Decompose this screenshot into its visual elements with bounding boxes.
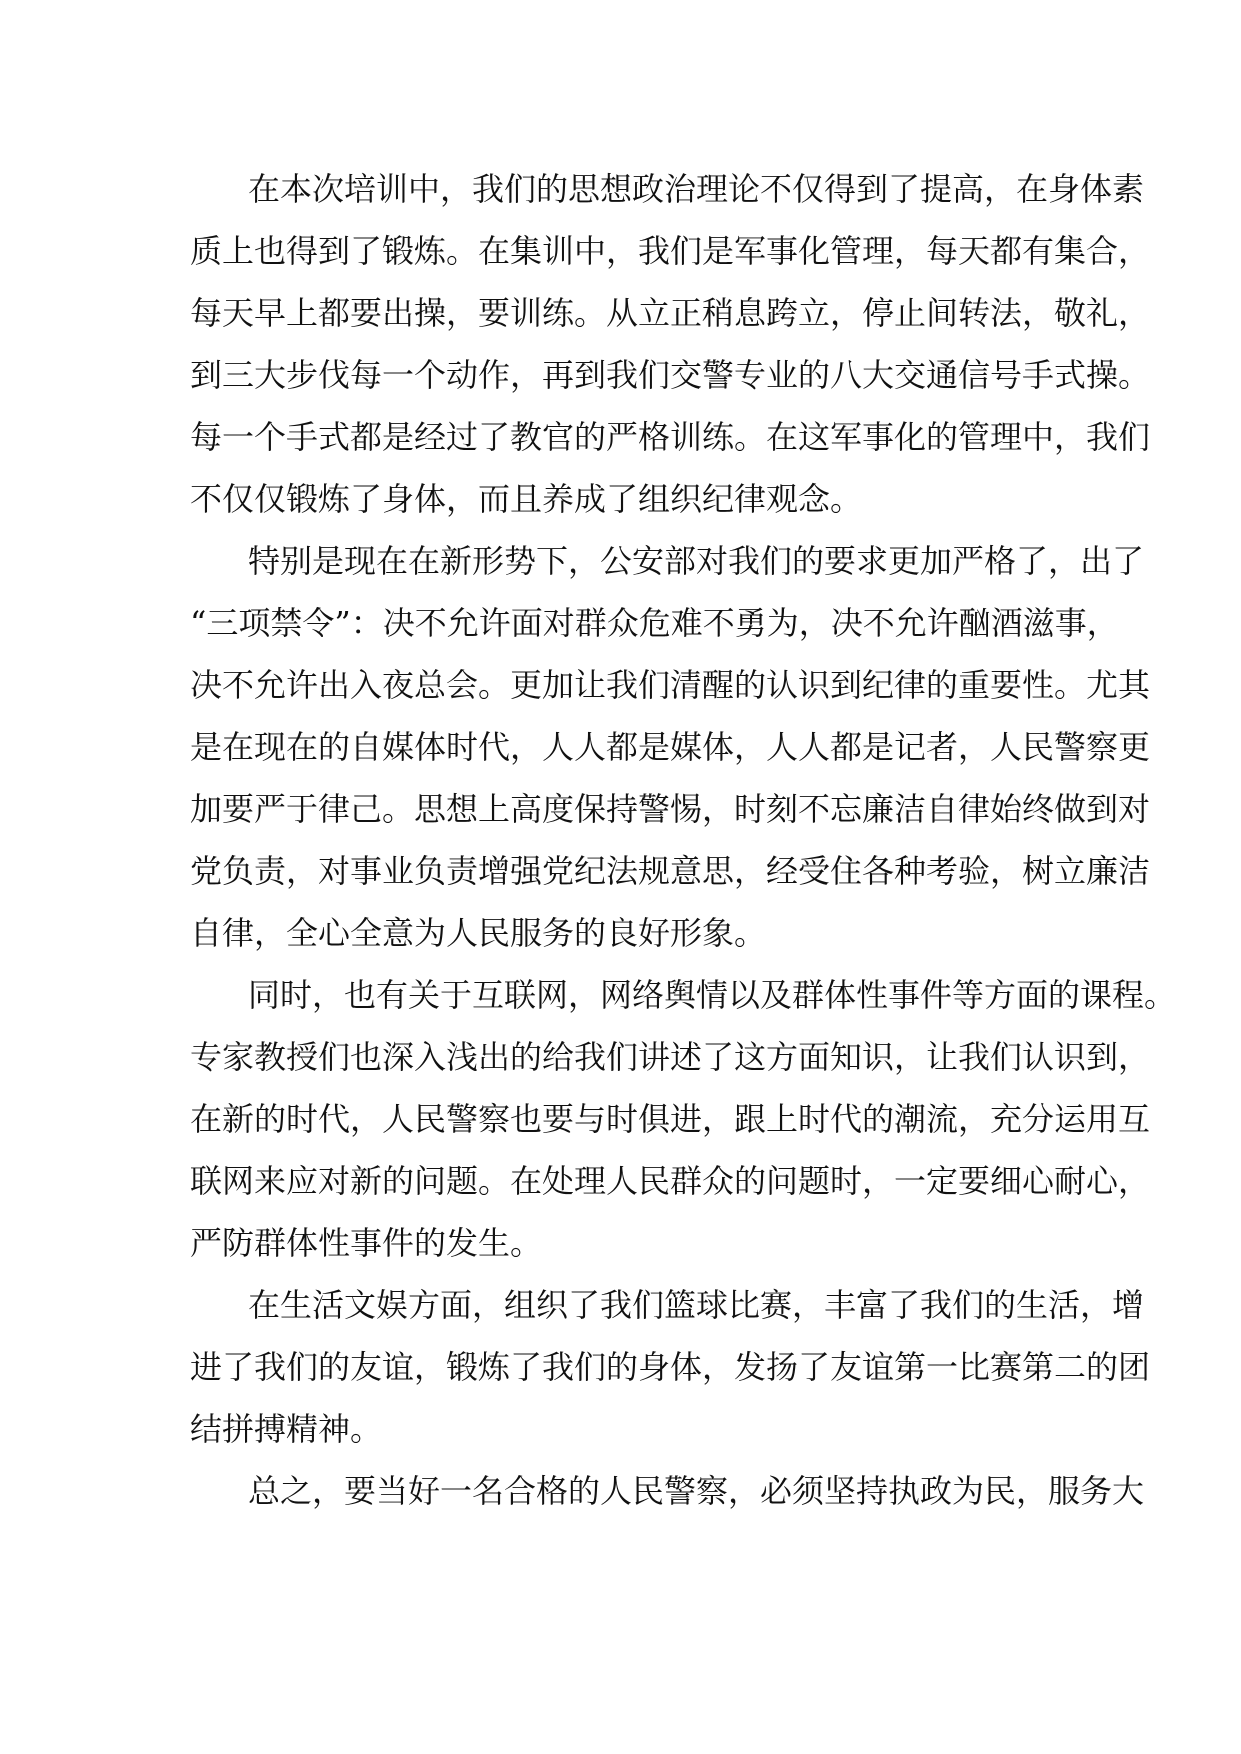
paragraph bbox=[190, 158, 1151, 530]
text-line: 自律，全心全意为人民服务的良好形象。 bbox=[190, 914, 767, 952]
text-line: 专家教授们也深入浅出的给我们讲述了这方面知识，让我们认识到， bbox=[190, 1038, 1151, 1076]
text-line: 进了我们的友谊，锻炼了我们的身体，发扬了友谊第一比赛第二的团 bbox=[190, 1348, 1151, 1386]
paragraph bbox=[190, 1460, 1145, 1522]
text-line: 结拼搏精神。 bbox=[190, 1410, 383, 1448]
document-body bbox=[190, 158, 1177, 1522]
text-line: 是在现在的自媒体时代，人人都是媒体，人人都是记者，人民警察更 bbox=[190, 728, 1151, 766]
text-line: 同时，也有关于互联网，网络舆情以及群体性事件等方面的课程。 bbox=[248, 976, 1177, 1014]
text-line: 联网来应对新的问题。在处理人民群众的问题时，一定要细心耐心， bbox=[190, 1162, 1151, 1200]
text-line: 在本次培训中，我们的思想政治理论不仅得到了提高，在身体素 bbox=[248, 170, 1145, 208]
text-line: 每天早上都要出操，要训练。从立正稍息跨立，停止间转法，敬礼， bbox=[190, 294, 1151, 332]
text-line: 质上也得到了锻炼。在集训中，我们是军事化管理，每天都有集合， bbox=[190, 232, 1151, 270]
text-line: 在生活文娱方面，组织了我们篮球比赛，丰富了我们的生活，增 bbox=[248, 1286, 1145, 1324]
paragraph bbox=[190, 530, 1151, 964]
text-line: 严防群体性事件的发生。 bbox=[190, 1224, 543, 1262]
paragraph bbox=[190, 1274, 1151, 1460]
text-line: 总之，要当好一名合格的人民警察，必须坚持执政为民，服务大 bbox=[248, 1472, 1145, 1510]
text-line: “三项禁令”：决不允许面对群众危难不勇为，决不允许酗酒滋事， bbox=[190, 604, 1119, 642]
text-line: 每一个手式都是经过了教官的严格训练。在这军事化的管理中，我们 bbox=[190, 418, 1151, 456]
text-line: 在新的时代，人民警察也要与时俱进，跟上时代的潮流，充分运用互 bbox=[190, 1100, 1151, 1138]
text-line: 决不允许出入夜总会。更加让我们清醒的认识到纪律的重要性。尤其 bbox=[190, 666, 1151, 704]
text-line: 加要严于律己。思想上高度保持警惕，时刻不忘廉洁自律始终做到对 bbox=[190, 790, 1151, 828]
paragraph bbox=[190, 964, 1177, 1274]
text-line: 到三大步伐每一个动作，再到我们交警专业的八大交通信号手式操。 bbox=[190, 356, 1151, 394]
text-line: 特别是现在在新形势下，公安部对我们的要求更加严格了，出了 bbox=[248, 542, 1145, 580]
text-line: 不仅仅锻炼了身体，而且养成了组织纪律观念。 bbox=[190, 480, 863, 518]
text-line: 党负责，对事业负责增强党纪法规意思，经受住各种考验，树立廉洁 bbox=[190, 852, 1151, 890]
